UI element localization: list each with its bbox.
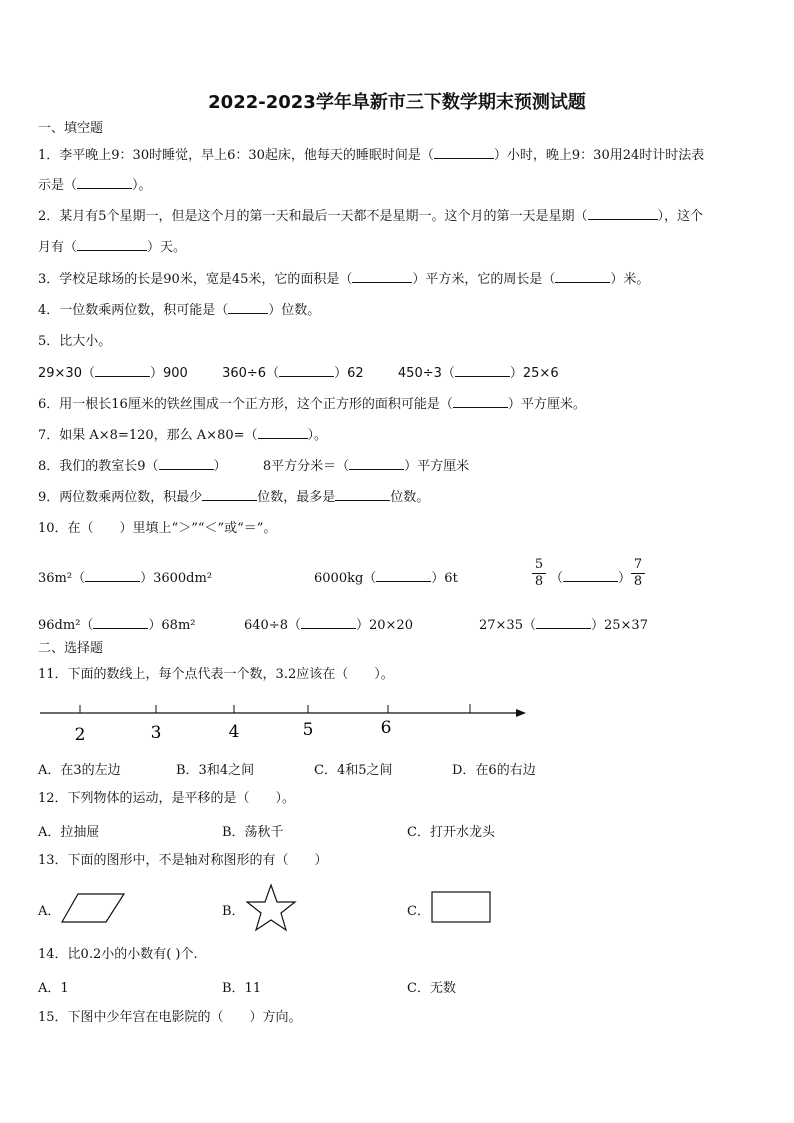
question-text: ）天。 <box>147 240 187 255</box>
question-text: ）。 <box>307 428 328 443</box>
answer-blank[interactable] <box>159 457 214 470</box>
question-text: 6．用一根长16厘米的铁丝围成一个正方形，这个正方形的面积可能是（ <box>38 397 453 412</box>
question-text: 示是（ <box>38 178 78 193</box>
question-10: 10．在（ ）里填上“＞”“＜”或“＝”。 <box>38 521 277 536</box>
compare-item: 36m²（ <box>38 571 86 586</box>
answer-blank[interactable] <box>85 569 140 582</box>
answer-blank[interactable] <box>376 569 431 582</box>
number-line <box>38 700 538 748</box>
answer-blank[interactable] <box>301 616 356 629</box>
question-text: 月有（ <box>38 240 78 255</box>
fraction-7-8 <box>631 557 645 590</box>
fraction-denominator: 8 <box>633 574 643 589</box>
answer-blank[interactable] <box>563 569 618 582</box>
question-3 <box>38 270 649 289</box>
q10-item-2 <box>314 567 458 586</box>
q14-option-a[interactable]: A．1 <box>38 981 69 996</box>
question-4 <box>38 301 320 320</box>
tick-label: 5 <box>302 720 314 740</box>
fraction-numerator: 7 <box>631 557 645 574</box>
question-text: 8．我们的教室长9（ <box>38 459 159 474</box>
question-8 <box>38 457 469 476</box>
fraction-denominator: 8 <box>534 574 544 589</box>
tick-label: 2 <box>74 725 86 745</box>
compare-item: ）25×6 <box>509 366 559 381</box>
compare-item: 6000kg（ <box>314 571 377 586</box>
q10-item-1 <box>38 567 212 586</box>
answer-blank[interactable] <box>536 616 591 629</box>
q11-option-a[interactable]: A．在3的左边 <box>38 763 121 778</box>
question-text: 4．一位数乘两位数，积可能是（ <box>38 303 229 318</box>
compare-item: 29×30（ <box>38 366 95 381</box>
answer-blank[interactable] <box>77 176 132 189</box>
answer-blank[interactable] <box>434 146 494 159</box>
answer-blank[interactable] <box>455 364 510 377</box>
question-15: 15．下图中少年宫在电影院的（ ）方向。 <box>38 1010 302 1025</box>
q10-item-5 <box>244 614 413 633</box>
question-1-line-1 <box>38 146 704 165</box>
tick-label: 4 <box>228 722 240 742</box>
fraction-5-8 <box>532 557 546 590</box>
answer-blank[interactable] <box>279 364 334 377</box>
question-7 <box>38 426 327 445</box>
q11-option-c[interactable]: C．4和5之间 <box>314 763 393 778</box>
compare-item: ）25×37 <box>590 618 648 633</box>
answer-blank[interactable] <box>202 488 257 501</box>
question-6 <box>38 395 586 414</box>
tick-label: 6 <box>380 718 392 738</box>
question-text: ），这个 <box>657 209 704 224</box>
compare-item: 640÷8（ <box>244 618 301 633</box>
question-text: 位数。 <box>390 490 430 505</box>
compare-item: 96dm²（ <box>38 618 94 633</box>
q10-item-4 <box>38 614 196 633</box>
q13-option-a[interactable]: A． <box>38 904 61 919</box>
question-text: ）平方厘米。 <box>507 397 586 412</box>
q12-option-b[interactable]: B．荡秋千 <box>222 825 284 840</box>
question-5-items <box>38 364 559 383</box>
question-2-line-2 <box>38 238 186 257</box>
compare-item: ） <box>618 571 632 586</box>
question-text: ）。 <box>132 178 152 193</box>
answer-blank[interactable] <box>258 426 308 439</box>
compare-item: （ <box>550 571 564 586</box>
question-text: 9．两位数乘两位数，积最少 <box>38 490 203 505</box>
compare-item: 450÷3（ <box>397 366 455 381</box>
arrow-icon <box>516 709 526 717</box>
parallelogram-icon <box>58 890 128 926</box>
compare-item: ）62 <box>334 366 364 381</box>
answer-blank[interactable] <box>588 207 658 220</box>
question-text: ）小时，晚上9：30用24时计时法表 <box>493 148 705 163</box>
q10-item-6 <box>479 614 648 633</box>
question-2-line-1 <box>38 207 703 226</box>
answer-blank[interactable] <box>453 395 508 408</box>
q12-option-a[interactable]: A．拉抽屉 <box>38 825 100 840</box>
question-5: 5．比大小。 <box>38 334 112 349</box>
fraction-numerator: 5 <box>532 557 546 574</box>
page-title: 2022-2023学年阜新市三下数学期末预测试题 <box>208 92 586 113</box>
question-9 <box>38 488 429 507</box>
answer-blank[interactable] <box>228 301 268 314</box>
q10-item-3 <box>550 567 631 586</box>
question-text: ） <box>213 459 227 474</box>
answer-blank[interactable] <box>349 457 404 470</box>
question-text: ）平方米，它的周长是（ <box>412 272 556 287</box>
question-1-line-2 <box>38 176 152 195</box>
compare-item: ）3600dm² <box>140 571 213 586</box>
compare-item: ）20×20 <box>355 618 413 633</box>
answer-blank[interactable] <box>95 364 150 377</box>
question-13: 13．下面的图形中，不是轴对称图形的有（ ） <box>38 853 328 868</box>
question-text: 位数，最多是 <box>257 490 336 505</box>
compare-item: ）900 <box>149 366 188 381</box>
answer-blank[interactable] <box>93 616 148 629</box>
compare-item: ）68m² <box>148 618 196 633</box>
question-text: ）位数。 <box>268 303 321 318</box>
answer-blank[interactable] <box>555 270 610 283</box>
question-text: 3．学校足球场的长是90米，宽是45米，它的面积是（ <box>38 272 353 287</box>
question-text: 2．某月有5个星期一，但是这个月的第一天和最后一天都不是星期一。这个月的第一天是星期（ <box>38 209 588 224</box>
compare-item: ）6t <box>431 571 458 586</box>
q11-option-d[interactable]: D．在6的右边 <box>452 763 536 778</box>
question-14: 14．比0.2小的小数有( )个. <box>38 947 198 962</box>
rectangle-icon <box>430 890 494 926</box>
q14-option-c[interactable]: C．无数 <box>407 981 456 996</box>
question-text: 8平方分米＝（ <box>262 459 350 474</box>
question-12: 12．下列物体的运动，是平移的是（ ）。 <box>38 791 296 806</box>
question-text: 1．李平晚上9：30时睡觉，早上6：30起床，他每天的睡眠时间是（ <box>38 148 434 163</box>
answer-blank[interactable] <box>352 270 412 283</box>
question-11: 11．下面的数线上，每个点代表一个数，3.2应该在（ ）。 <box>38 667 394 682</box>
answer-blank[interactable] <box>335 488 390 501</box>
answer-blank[interactable] <box>77 238 147 251</box>
question-text: ）平方厘米 <box>404 459 470 474</box>
section-heading-fill-blank: 一、填空题 <box>38 121 104 136</box>
compare-item: 360÷6（ <box>222 366 280 381</box>
compare-item: 27×35（ <box>479 618 536 633</box>
q12-option-c[interactable]: C．打开水龙头 <box>407 825 495 840</box>
q11-option-b[interactable]: B．3和4之间 <box>176 763 255 778</box>
tick-label: 3 <box>150 723 162 743</box>
question-text: 7．如果 A×8=120，那么 A×80=（ <box>38 428 258 443</box>
q14-option-b[interactable]: B．11 <box>222 981 262 996</box>
question-text: ）米。 <box>610 272 650 287</box>
star-icon <box>246 883 298 933</box>
q13-option-c[interactable]: C． <box>407 904 430 919</box>
section-heading-multiple-choice: 二、选择题 <box>38 641 104 656</box>
q13-option-b[interactable]: B． <box>222 904 245 919</box>
